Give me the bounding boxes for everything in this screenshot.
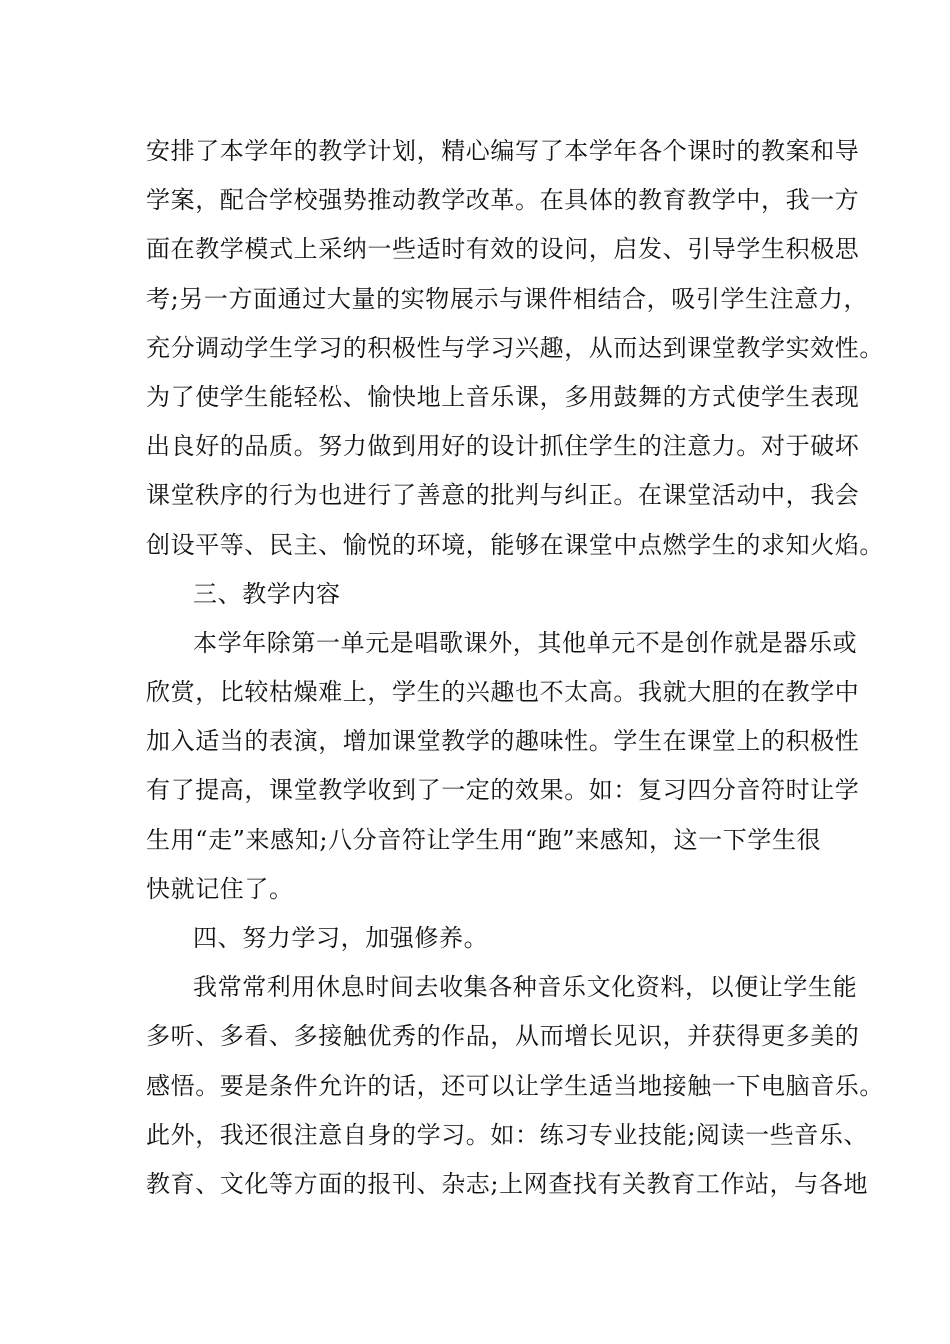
- text-line: 此外，我还很注意自身的学习。如：练习专业技能;阅读一些音乐、: [146, 1120, 869, 1149]
- text-line: 课堂秩序的行为也进行了善意的批判与纠正。在课堂活动中，我会: [146, 481, 860, 510]
- text-line: 教育、文化等方面的报刊、杂志;上网查找有关教育工作站，与各地: [146, 1169, 869, 1198]
- text-line: 创设平等、民主、愉悦的环境，能够在课堂中点燃学生的求知火焰。: [146, 530, 884, 559]
- text-line: 快就记住了。: [146, 874, 294, 903]
- text-line: 加入适当的表演，增加课堂教学的趣味性。学生在课堂上的积极性: [146, 727, 860, 756]
- text-line: 欣赏，比较枯燥难上，学生的兴趣也不太高。我就大胆的在教学中: [146, 678, 860, 707]
- body-text: [146, 127, 884, 1209]
- text-line: 我常常利用休息时间去收集各种音乐文化资料，以便让学生能: [193, 973, 858, 1002]
- text-line: 学案，配合学校强势推动教学改革。在具体的教育教学中，我一方: [146, 186, 860, 215]
- text-line: 感悟。要是条件允许的话，还可以让学生适当地接触一下电脑音乐。: [146, 1071, 884, 1100]
- text-line: 出良好的品质。努力做到用好的设计抓住学生的注意力。对于破坏: [146, 432, 860, 461]
- section-heading: 三、教学内容: [193, 579, 341, 608]
- text-line: 有了提高，课堂教学收到了一定的效果。如：复习四分音符时让学: [146, 776, 860, 805]
- text-line: 考;另一方面通过大量的实物展示与课件相结合，吸引学生注意力，: [146, 284, 869, 313]
- text-line: 为了使学生能轻松、愉快地上音乐课，多用鼓舞的方式使学生表现: [146, 382, 860, 411]
- text-line: 充分调动学生学习的积极性与学习兴趣，从而达到课堂教学实效性。: [146, 333, 884, 362]
- text-line: 多听、多看、多接触优秀的作品，从而增长见识，并获得更多美的: [146, 1022, 860, 1051]
- text-line: 生用“走”来感知;八分音符让学生用“跑”来感知，这一下学生很: [146, 825, 822, 854]
- section-heading: 四、努力学习，加强修养。: [193, 924, 489, 952]
- text-line: 面在教学模式上采纳一些适时有效的设问，启发、引导学生积极思: [146, 235, 860, 264]
- text-line: 安排了本学年的教学计划，精心编写了本学年各个课时的教案和导: [146, 137, 860, 165]
- text-line: 本学年除第一单元是唱歌课外，其他单元不是创作就是器乐或: [193, 628, 858, 657]
